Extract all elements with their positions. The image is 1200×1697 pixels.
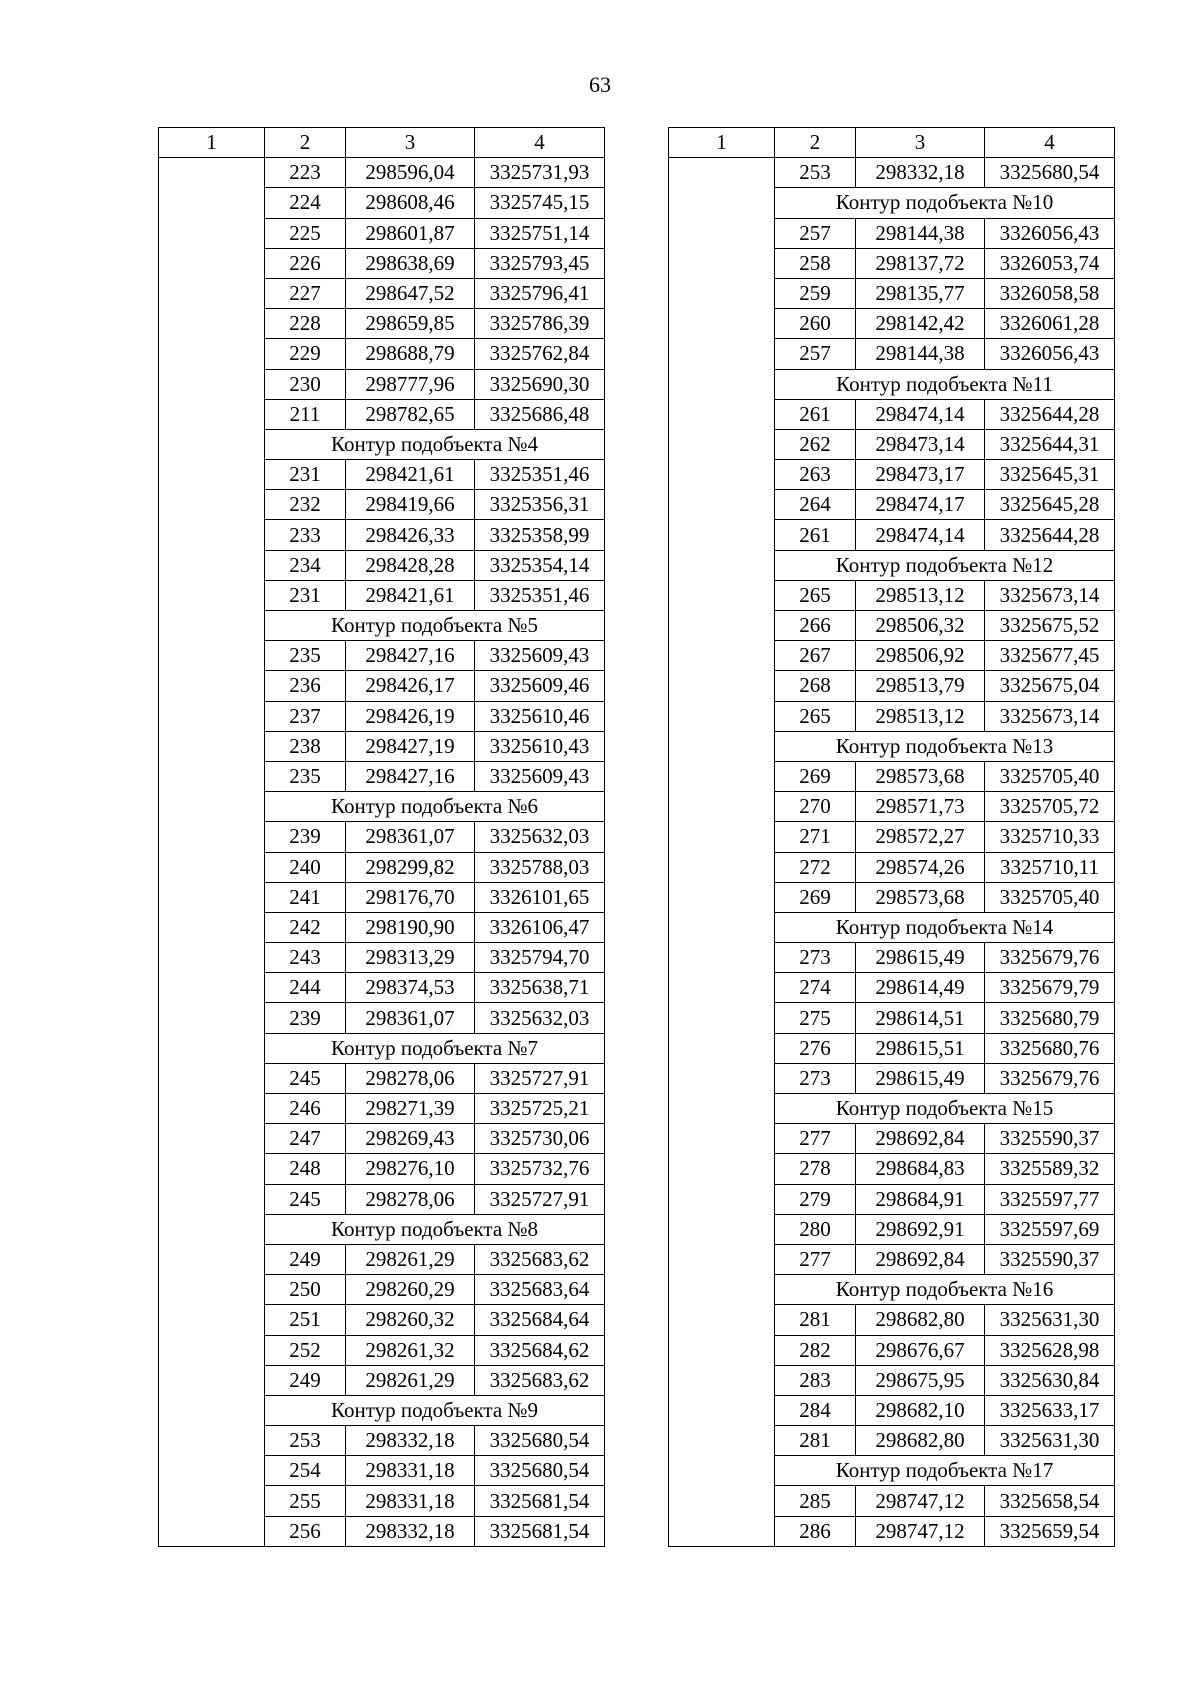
y-coordinate-cell: 3325673,14 [985, 701, 1115, 731]
y-coordinate-cell: 3325751,14 [475, 218, 605, 248]
point-number-cell: 234 [265, 550, 346, 580]
y-coordinate-cell: 3325680,54 [475, 1456, 605, 1486]
x-coordinate-cell: 298278,06 [346, 1063, 475, 1093]
x-coordinate-cell: 298331,18 [346, 1456, 475, 1486]
point-number-cell: 285 [775, 1486, 856, 1516]
y-coordinate-cell: 3325732,76 [475, 1154, 605, 1184]
point-number-cell: 240 [265, 852, 346, 882]
x-coordinate-cell: 298271,39 [346, 1094, 475, 1124]
y-coordinate-cell: 3325677,45 [985, 641, 1115, 671]
y-coordinate-cell: 3325679,76 [985, 943, 1115, 973]
point-number-cell: 273 [775, 1063, 856, 1093]
x-coordinate-cell: 298615,49 [856, 943, 985, 973]
point-number-cell: 235 [265, 761, 346, 791]
y-coordinate-cell: 3325628,98 [985, 1335, 1115, 1365]
x-coordinate-cell: 298572,27 [856, 822, 985, 852]
point-number-cell: 279 [775, 1184, 856, 1214]
point-number-cell: 265 [775, 580, 856, 610]
y-coordinate-cell: 3325631,30 [985, 1305, 1115, 1335]
y-coordinate-cell: 3325645,28 [985, 490, 1115, 520]
point-number-cell: 255 [265, 1486, 346, 1516]
y-coordinate-cell: 3326056,43 [985, 218, 1115, 248]
x-coordinate-cell: 298332,18 [346, 1426, 475, 1456]
y-coordinate-cell: 3325630,84 [985, 1365, 1115, 1395]
y-coordinate-cell: 3325680,76 [985, 1033, 1115, 1063]
x-coordinate-cell: 298747,12 [856, 1486, 985, 1516]
x-coordinate-cell: 298682,80 [856, 1305, 985, 1335]
y-coordinate-cell: 3325680,79 [985, 1003, 1115, 1033]
y-coordinate-cell: 3326106,47 [475, 912, 605, 942]
header-cell-2: 2 [265, 128, 346, 158]
x-coordinate-cell: 298426,33 [346, 520, 475, 550]
point-number-cell: 267 [775, 641, 856, 671]
contour-section-heading: Контур подобъекта №10 [775, 188, 1115, 218]
point-number-cell: 275 [775, 1003, 856, 1033]
point-number-cell: 276 [775, 1033, 856, 1063]
point-number-cell: 261 [775, 399, 856, 429]
y-coordinate-cell: 3325675,04 [985, 671, 1115, 701]
y-coordinate-cell: 3325680,54 [475, 1426, 605, 1456]
point-number-cell: 231 [265, 580, 346, 610]
y-coordinate-cell: 3325632,03 [475, 1003, 605, 1033]
x-coordinate-cell: 298144,38 [856, 339, 985, 369]
y-coordinate-cell: 3325597,69 [985, 1214, 1115, 1244]
point-number-cell: 263 [775, 460, 856, 490]
x-coordinate-cell: 298278,06 [346, 1184, 475, 1214]
y-coordinate-cell: 3325731,93 [475, 158, 605, 188]
x-coordinate-cell: 298135,77 [856, 278, 985, 308]
x-coordinate-cell: 298299,82 [346, 852, 475, 882]
point-number-cell: 256 [265, 1516, 346, 1546]
y-coordinate-cell: 3325356,31 [475, 490, 605, 520]
point-number-cell: 268 [775, 671, 856, 701]
y-coordinate-cell: 3325690,30 [475, 369, 605, 399]
coordinates-table-right [668, 127, 1115, 1547]
header-cell-3: 3 [346, 128, 475, 158]
y-coordinate-cell: 3325710,11 [985, 852, 1115, 882]
point-number-cell: 286 [775, 1516, 856, 1546]
y-coordinate-cell: 3325658,54 [985, 1486, 1115, 1516]
x-coordinate-cell: 298261,29 [346, 1365, 475, 1395]
x-coordinate-cell: 298190,90 [346, 912, 475, 942]
x-coordinate-cell: 298427,19 [346, 731, 475, 761]
x-coordinate-cell: 298421,61 [346, 460, 475, 490]
y-coordinate-cell: 3326056,43 [985, 339, 1115, 369]
y-coordinate-cell: 3325610,43 [475, 731, 605, 761]
x-coordinate-cell: 298601,87 [346, 218, 475, 248]
point-number-cell: 244 [265, 973, 346, 1003]
point-number-cell: 245 [265, 1063, 346, 1093]
contour-section-heading: Контур подобъекта №7 [265, 1033, 605, 1063]
y-coordinate-cell: 3326053,74 [985, 248, 1115, 278]
point-number-cell: 259 [775, 278, 856, 308]
point-number-cell: 228 [265, 309, 346, 339]
point-number-cell: 269 [775, 882, 856, 912]
y-coordinate-cell: 3325679,79 [985, 973, 1115, 1003]
point-number-cell: 266 [775, 611, 856, 641]
y-coordinate-cell: 3325705,40 [985, 761, 1115, 791]
y-coordinate-cell: 3326101,65 [475, 882, 605, 912]
y-coordinate-cell: 3325644,28 [985, 399, 1115, 429]
x-coordinate-cell: 298684,83 [856, 1154, 985, 1184]
point-number-cell: 238 [265, 731, 346, 761]
y-coordinate-cell: 3325638,71 [475, 973, 605, 1003]
x-coordinate-cell: 298615,49 [856, 1063, 985, 1093]
y-coordinate-cell: 3325684,62 [475, 1335, 605, 1365]
contour-section-heading: Контур подобъекта №9 [265, 1395, 605, 1425]
x-coordinate-cell: 298260,29 [346, 1275, 475, 1305]
contour-section-heading: Контур подобъекта №4 [265, 429, 605, 459]
y-coordinate-cell: 3325684,64 [475, 1305, 605, 1335]
y-coordinate-cell: 3325727,91 [475, 1063, 605, 1093]
point-number-cell: 282 [775, 1335, 856, 1365]
point-number-cell: 280 [775, 1214, 856, 1244]
column-1-blank-cell [159, 158, 265, 1547]
y-coordinate-cell: 3325351,46 [475, 460, 605, 490]
contour-section-heading: Контур подобъекта №15 [775, 1094, 1115, 1124]
point-number-cell: 223 [265, 158, 346, 188]
point-number-cell: 235 [265, 641, 346, 671]
y-coordinate-cell: 3325644,28 [985, 520, 1115, 550]
x-coordinate-cell: 298137,72 [856, 248, 985, 278]
table-row [159, 158, 605, 188]
y-coordinate-cell: 3325727,91 [475, 1184, 605, 1214]
x-coordinate-cell: 298614,51 [856, 1003, 985, 1033]
x-coordinate-cell: 298682,80 [856, 1426, 985, 1456]
point-number-cell: 242 [265, 912, 346, 942]
point-number-cell: 239 [265, 822, 346, 852]
x-coordinate-cell: 298684,91 [856, 1184, 985, 1214]
x-coordinate-cell: 298615,51 [856, 1033, 985, 1063]
contour-section-heading: Контур подобъекта №11 [775, 369, 1115, 399]
x-coordinate-cell: 298506,32 [856, 611, 985, 641]
table-row [669, 158, 1115, 188]
point-number-cell: 233 [265, 520, 346, 550]
point-number-cell: 249 [265, 1365, 346, 1395]
y-coordinate-cell: 3325681,54 [475, 1486, 605, 1516]
point-number-cell: 260 [775, 309, 856, 339]
y-coordinate-cell: 3325681,54 [475, 1516, 605, 1546]
y-coordinate-cell: 3325633,17 [985, 1395, 1115, 1425]
y-coordinate-cell: 3325745,15 [475, 188, 605, 218]
y-coordinate-cell: 3325609,43 [475, 761, 605, 791]
y-coordinate-cell: 3325609,43 [475, 641, 605, 671]
y-coordinate-cell: 3325786,39 [475, 309, 605, 339]
y-coordinate-cell: 3326061,28 [985, 309, 1115, 339]
x-coordinate-cell: 298638,69 [346, 248, 475, 278]
x-coordinate-cell: 298427,16 [346, 641, 475, 671]
point-number-cell: 262 [775, 429, 856, 459]
x-coordinate-cell: 298692,91 [856, 1214, 985, 1244]
x-coordinate-cell: 298692,84 [856, 1244, 985, 1274]
contour-section-heading: Контур подобъекта №16 [775, 1275, 1115, 1305]
point-number-cell: 237 [265, 701, 346, 731]
column-1-blank-cell [669, 158, 775, 1547]
point-number-cell: 281 [775, 1426, 856, 1456]
point-number-cell: 258 [775, 248, 856, 278]
point-number-cell: 271 [775, 822, 856, 852]
x-coordinate-cell: 298513,12 [856, 701, 985, 731]
coordinates-table-left [158, 127, 605, 1547]
header-cell-1: 1 [669, 128, 775, 158]
x-coordinate-cell: 298361,07 [346, 822, 475, 852]
x-coordinate-cell: 298374,53 [346, 973, 475, 1003]
point-number-cell: 269 [775, 761, 856, 791]
point-number-cell: 226 [265, 248, 346, 278]
point-number-cell: 241 [265, 882, 346, 912]
x-coordinate-cell: 298313,29 [346, 943, 475, 973]
point-number-cell: 211 [265, 399, 346, 429]
point-number-cell: 252 [265, 1335, 346, 1365]
contour-section-heading: Контур подобъекта №8 [265, 1214, 605, 1244]
y-coordinate-cell: 3325686,48 [475, 399, 605, 429]
y-coordinate-cell: 3325710,33 [985, 822, 1115, 852]
x-coordinate-cell: 298682,10 [856, 1395, 985, 1425]
y-coordinate-cell: 3325631,30 [985, 1426, 1115, 1456]
header-row [669, 128, 1115, 158]
y-coordinate-cell: 3325659,54 [985, 1516, 1115, 1546]
point-number-cell: 281 [775, 1305, 856, 1335]
header-cell-1: 1 [159, 128, 265, 158]
x-coordinate-cell: 298688,79 [346, 339, 475, 369]
y-coordinate-cell: 3325679,76 [985, 1063, 1115, 1093]
y-coordinate-cell: 3325788,03 [475, 852, 605, 882]
y-coordinate-cell: 3325683,62 [475, 1244, 605, 1274]
y-coordinate-cell: 3325796,41 [475, 278, 605, 308]
contour-section-heading: Контур подобъекта №14 [775, 912, 1115, 942]
x-coordinate-cell: 298426,17 [346, 671, 475, 701]
point-number-cell: 277 [775, 1244, 856, 1274]
x-coordinate-cell: 298474,14 [856, 399, 985, 429]
point-number-cell: 261 [775, 520, 856, 550]
point-number-cell: 248 [265, 1154, 346, 1184]
x-coordinate-cell: 298506,92 [856, 641, 985, 671]
y-coordinate-cell: 3325673,14 [985, 580, 1115, 610]
header-cell-3: 3 [856, 128, 985, 158]
x-coordinate-cell: 298777,96 [346, 369, 475, 399]
point-number-cell: 264 [775, 490, 856, 520]
point-number-cell: 243 [265, 943, 346, 973]
contour-section-heading: Контур подобъекта №6 [265, 792, 605, 822]
y-coordinate-cell: 3325705,72 [985, 792, 1115, 822]
point-number-cell: 229 [265, 339, 346, 369]
y-coordinate-cell: 3325762,84 [475, 339, 605, 369]
x-coordinate-cell: 298573,68 [856, 761, 985, 791]
point-number-cell: 278 [775, 1154, 856, 1184]
y-coordinate-cell: 3325705,40 [985, 882, 1115, 912]
x-coordinate-cell: 298144,38 [856, 218, 985, 248]
point-number-cell: 270 [775, 792, 856, 822]
point-number-cell: 257 [775, 218, 856, 248]
x-coordinate-cell: 298782,65 [346, 399, 475, 429]
y-coordinate-cell: 3325609,46 [475, 671, 605, 701]
point-number-cell: 251 [265, 1305, 346, 1335]
point-number-cell: 250 [265, 1275, 346, 1305]
point-number-cell: 249 [265, 1244, 346, 1274]
header-cell-2: 2 [775, 128, 856, 158]
x-coordinate-cell: 298176,70 [346, 882, 475, 912]
point-number-cell: 224 [265, 188, 346, 218]
point-number-cell: 273 [775, 943, 856, 973]
y-coordinate-cell: 3325644,31 [985, 429, 1115, 459]
point-number-cell: 254 [265, 1456, 346, 1486]
point-number-cell: 272 [775, 852, 856, 882]
y-coordinate-cell: 3325725,21 [475, 1094, 605, 1124]
x-coordinate-cell: 298747,12 [856, 1516, 985, 1546]
x-coordinate-cell: 298261,29 [346, 1244, 475, 1274]
x-coordinate-cell: 298473,17 [856, 460, 985, 490]
y-coordinate-cell: 3326058,58 [985, 278, 1115, 308]
header-cell-4: 4 [985, 128, 1115, 158]
x-coordinate-cell: 298269,43 [346, 1124, 475, 1154]
point-number-cell: 274 [775, 973, 856, 1003]
y-coordinate-cell: 3325610,46 [475, 701, 605, 731]
x-coordinate-cell: 298614,49 [856, 973, 985, 1003]
point-number-cell: 231 [265, 460, 346, 490]
y-coordinate-cell: 3325358,99 [475, 520, 605, 550]
contour-section-heading: Контур подобъекта №12 [775, 550, 1115, 580]
x-coordinate-cell: 298331,18 [346, 1486, 475, 1516]
x-coordinate-cell: 298332,18 [346, 1516, 475, 1546]
y-coordinate-cell: 3325632,03 [475, 822, 605, 852]
x-coordinate-cell: 298427,16 [346, 761, 475, 791]
point-number-cell: 283 [775, 1365, 856, 1395]
point-number-cell: 253 [775, 158, 856, 188]
x-coordinate-cell: 298428,28 [346, 550, 475, 580]
point-number-cell: 277 [775, 1124, 856, 1154]
point-number-cell: 284 [775, 1395, 856, 1425]
x-coordinate-cell: 298426,19 [346, 701, 475, 731]
x-coordinate-cell: 298332,18 [856, 158, 985, 188]
x-coordinate-cell: 298142,42 [856, 309, 985, 339]
x-coordinate-cell: 298261,32 [346, 1335, 475, 1365]
y-coordinate-cell: 3325683,64 [475, 1275, 605, 1305]
x-coordinate-cell: 298571,73 [856, 792, 985, 822]
y-coordinate-cell: 3325730,06 [475, 1124, 605, 1154]
point-number-cell: 246 [265, 1094, 346, 1124]
x-coordinate-cell: 298659,85 [346, 309, 475, 339]
contour-section-heading: Контур подобъекта №17 [775, 1456, 1115, 1486]
x-coordinate-cell: 298574,26 [856, 852, 985, 882]
page-number: 63 [589, 72, 611, 97]
x-coordinate-cell: 298419,66 [346, 490, 475, 520]
y-coordinate-cell: 3325590,37 [985, 1244, 1115, 1274]
point-number-cell: 230 [265, 369, 346, 399]
x-coordinate-cell: 298608,46 [346, 188, 475, 218]
x-coordinate-cell: 298421,61 [346, 580, 475, 610]
y-coordinate-cell: 3325645,31 [985, 460, 1115, 490]
header-cell-4: 4 [475, 128, 605, 158]
x-coordinate-cell: 298692,84 [856, 1124, 985, 1154]
y-coordinate-cell: 3325351,46 [475, 580, 605, 610]
x-coordinate-cell: 298361,07 [346, 1003, 475, 1033]
x-coordinate-cell: 298276,10 [346, 1154, 475, 1184]
y-coordinate-cell: 3325793,45 [475, 248, 605, 278]
y-coordinate-cell: 3325680,54 [985, 158, 1115, 188]
x-coordinate-cell: 298573,68 [856, 882, 985, 912]
y-coordinate-cell: 3325354,14 [475, 550, 605, 580]
header-row [159, 128, 605, 158]
contour-section-heading: Контур подобъекта №13 [775, 731, 1115, 761]
point-number-cell: 239 [265, 1003, 346, 1033]
y-coordinate-cell: 3325589,32 [985, 1154, 1115, 1184]
x-coordinate-cell: 298676,67 [856, 1335, 985, 1365]
point-number-cell: 253 [265, 1426, 346, 1456]
y-coordinate-cell: 3325590,37 [985, 1124, 1115, 1154]
x-coordinate-cell: 298260,32 [346, 1305, 475, 1335]
x-coordinate-cell: 298513,12 [856, 580, 985, 610]
point-number-cell: 265 [775, 701, 856, 731]
x-coordinate-cell: 298473,14 [856, 429, 985, 459]
y-coordinate-cell: 3325794,70 [475, 943, 605, 973]
y-coordinate-cell: 3325675,52 [985, 611, 1115, 641]
x-coordinate-cell: 298647,52 [346, 278, 475, 308]
point-number-cell: 257 [775, 339, 856, 369]
point-number-cell: 247 [265, 1124, 346, 1154]
x-coordinate-cell: 298474,17 [856, 490, 985, 520]
point-number-cell: 245 [265, 1184, 346, 1214]
y-coordinate-cell: 3325683,62 [475, 1365, 605, 1395]
x-coordinate-cell: 298513,79 [856, 671, 985, 701]
x-coordinate-cell: 298474,14 [856, 520, 985, 550]
point-number-cell: 236 [265, 671, 346, 701]
x-coordinate-cell: 298675,95 [856, 1365, 985, 1395]
x-coordinate-cell: 298596,04 [346, 158, 475, 188]
point-number-cell: 232 [265, 490, 346, 520]
y-coordinate-cell: 3325597,77 [985, 1184, 1115, 1214]
contour-section-heading: Контур подобъекта №5 [265, 611, 605, 641]
point-number-cell: 227 [265, 278, 346, 308]
point-number-cell: 225 [265, 218, 346, 248]
